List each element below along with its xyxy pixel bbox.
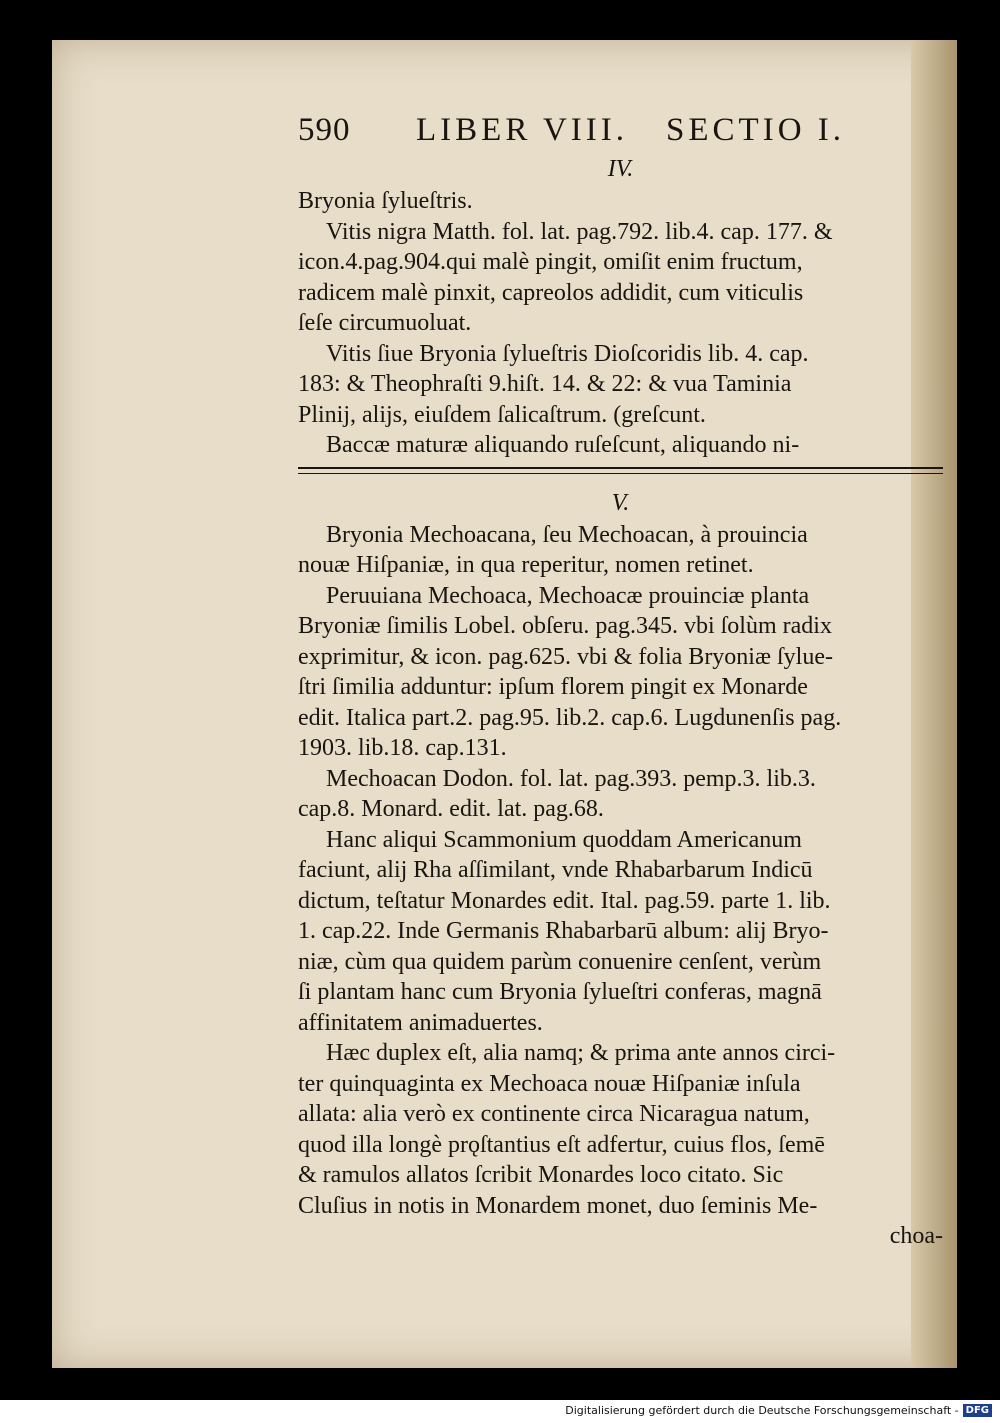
text-line: edit. Italica part.2. pag.95. lib.2. cap.6. Lugdunenſis pag. <box>298 704 842 731</box>
text-line: Plinij, alijs, eiuſdem ſalicaſtrum. (greſcunt. <box>298 401 706 428</box>
digitization-credit <box>565 1404 992 1417</box>
text-line: choa- <box>889 1223 943 1249</box>
text-line: icon.4.pag.904.qui malè pingit, omiſit enim fructum, <box>298 249 803 275</box>
text-line: & ramulos allatos ſcribit Monardes loco citato. Sic <box>298 1162 784 1188</box>
header-sectio: SECTIO I. <box>666 112 846 148</box>
text-line: ſeſe circumuoluat. <box>298 310 472 336</box>
text-line: Cluſius in notis in Monardem monet, duo ſeminis Me- <box>298 1192 818 1219</box>
dfg-logo: DFG <box>963 1404 992 1417</box>
text-line: dictum, teſtatur Monardes edit. Ital. pag.59. parte 1. lib. <box>298 887 831 914</box>
running-header <box>298 112 943 152</box>
section-numeral: V. <box>611 489 630 516</box>
text-line: Vitis nigra Matth. fol. lat. pag.792. lib.4. cap. 177. & <box>326 218 833 245</box>
text-line: 1. cap.22. Inde Germanis Rhabarbarū album: alij Bryo- <box>298 918 829 944</box>
header-liber: LIBER VIII. <box>416 112 629 148</box>
text-line: Hæc duplex eſt, alia namq; & prima ante annos circi- <box>326 1040 836 1066</box>
book-page <box>52 40 957 1368</box>
text-line: radicem malè pinxit, capreolos addidit, cum viticulis <box>298 279 804 306</box>
text-line: Mechoacan Dodon. fol. lat. pag.393. pemp.3. lib.3. <box>326 765 816 792</box>
body-text <box>298 152 943 1252</box>
credit-text: Digitalisierung gefördert durch die Deutsche Forschungsgemeinschaft - <box>565 1404 959 1417</box>
page-number: 590 <box>298 112 351 148</box>
text-line: Peruuiana Mechoaca, Mechoacæ prouinciæ planta <box>326 582 810 609</box>
text-line: Vitis ſiue Bryonia ſylueſtris Dioſcoridis lib. 4. cap. <box>326 340 809 367</box>
text-line: niæ, cùm qua quidem parùm conuenire cenſent, verùm <box>298 948 822 975</box>
section-numeral: IV. <box>607 156 634 182</box>
text-line: ter quinquaginta ex Mechoaca nouæ Hiſpaniæ inſula <box>298 1070 801 1097</box>
text-line: Bryonia ſylueſtris. <box>298 188 473 214</box>
text-line: Baccæ maturæ aliquando ruſeſcunt, aliquando ni- <box>326 432 800 458</box>
text-line: ſi plantam hanc cum Bryonia ſylueſtri conferas, magnā <box>298 979 822 1005</box>
text-line: faciunt, alij Rha aſſimilant, vnde Rhabarbarum Indicū <box>298 857 813 883</box>
text-line: Bryoniæ ſimilis Lobel. obſeru. pag.345. vbi ſolùm radix <box>298 613 832 639</box>
text-line: cap.8. Monard. edit. lat. pag.68. <box>298 796 604 822</box>
page-text <box>298 112 943 1252</box>
text-line: quod illa longè prǫſtantius eſt adfertur, cuius flos, ſemē <box>298 1131 825 1158</box>
text-line: allata: alia verò ex continente circa Nicaragua natum, <box>298 1101 810 1127</box>
section-divider <box>298 467 943 474</box>
text-line: exprimitur, & icon. pag.625. vbi & folia Bryoniæ ſylue- <box>298 643 833 670</box>
text-line: affinitatem animaduertes. <box>298 1009 543 1036</box>
text-line: Hanc aliqui Scammonium quoddam Americanum <box>326 826 802 853</box>
text-line: ſtri ſimilia adduntur: ipſum florem pingit ex Monarde <box>298 674 808 700</box>
text-line: Bryonia Mechoacana, ſeu Mechoacan, à prouincia <box>326 521 808 548</box>
text-line: 183: & Theophraſti 9.hiſt. 14. & 22: & vua Taminia <box>298 371 792 397</box>
text-line: 1903. lib.18. cap.131. <box>298 735 507 761</box>
text-line: nouæ Hiſpaniæ, in qua reperitur, nomen retinet. <box>298 552 754 578</box>
